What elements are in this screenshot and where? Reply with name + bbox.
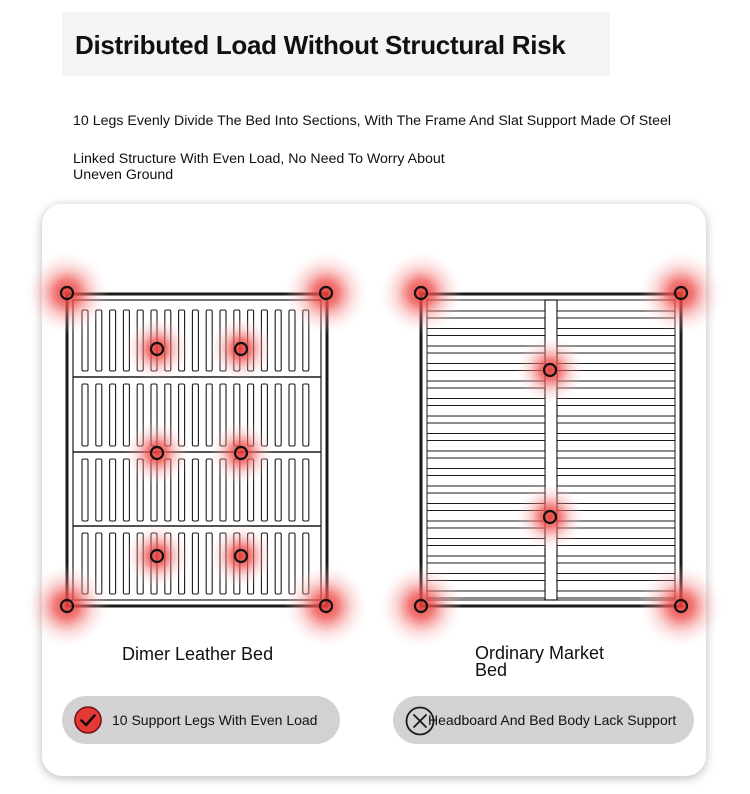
support-glow [25,251,109,335]
description-line-1: 10 Legs Evenly Divide The Bed Into Sections, With The Frame And Slat Support Made Of Steel [73,113,672,129]
slat [96,459,102,521]
support-glow [379,251,463,335]
right-badge-text: Headboard And Bed Body Lack Support [428,712,677,728]
slat [275,310,281,371]
slat [82,459,88,521]
support-glow [125,524,189,588]
left-badge-text: 10 Support Legs With Even Load [112,712,318,728]
slat [110,384,116,446]
slat [275,384,281,446]
slat [192,533,198,594]
slat [557,399,675,406]
description-line-2: Linked Structure With Even Load, No Need To Worry About Uneven Ground [73,151,445,183]
slat [96,384,102,446]
slat [303,384,309,446]
slat [192,459,198,521]
slat [557,486,675,493]
slat [110,459,116,521]
slat [557,451,675,458]
slat [427,556,545,563]
check-icon [74,706,102,734]
slat [427,329,545,336]
support-glow [125,317,189,381]
support-glow [209,317,273,381]
slat [123,384,129,446]
slat [123,459,129,521]
support-glow [516,483,584,551]
slat [557,469,675,476]
support-glow [516,336,584,404]
support-glow [25,564,109,648]
support-glow [125,421,189,485]
slat [275,459,281,521]
slat [427,451,545,458]
slat [289,459,295,521]
support-glow [284,251,368,335]
slat [427,469,545,476]
slat [206,459,212,521]
slat [110,310,116,371]
slat [427,416,545,423]
slat [427,399,545,406]
slat [289,384,295,446]
page-title: Distributed Load Without Structural Risk [75,30,566,60]
support-glow [284,564,368,648]
slat [557,434,675,441]
slat [303,459,309,521]
slat [110,533,116,594]
support-glow [379,564,463,648]
left-bed-label: Dimer Leather Bed [122,644,274,664]
slat [427,434,545,441]
slat [192,310,198,371]
right-bed-label: Ordinary Market Bed [475,643,605,680]
support-glow [639,564,723,648]
slat [557,329,675,336]
slat [557,416,675,423]
slat [275,533,281,594]
support-glow [639,251,723,335]
support-glow [209,421,273,485]
slat [206,384,212,446]
slat [192,384,198,446]
support-glow [209,524,273,588]
slat [557,556,675,563]
slat [82,384,88,446]
